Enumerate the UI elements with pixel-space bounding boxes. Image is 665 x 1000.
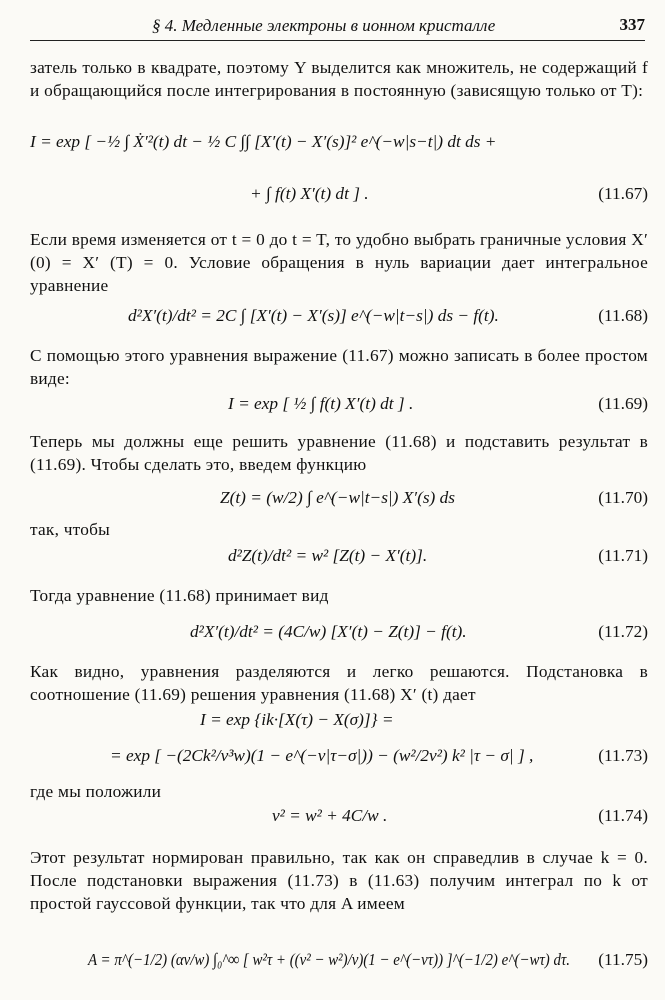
equation-11-73-line-1: [200, 710, 394, 730]
paragraph-2: Если время изменяется от t = 0 до t = T, то удобно выбрать граничные условия X′ (0) = X′ (T) = 0. Условие обращения в нуль вариации дает интегральное уравнение: [30, 230, 648, 295]
equation-11-68: [128, 306, 499, 326]
equation-text: d²X′(t)/dt² = (4C/w) [X′(t) − Z(t)] − f(t).: [190, 622, 467, 641]
equation-11-74: [272, 806, 387, 826]
equation-number-11-75: (11.75): [598, 950, 648, 969]
chapter-title: § 4. Медленные электроны в ионном кристалле: [152, 16, 496, 35]
equation-11-67-line-1: [30, 132, 496, 152]
paragraph-3: С помощью этого уравнения выражение (11.67) можно записать в более простом виде:: [30, 346, 648, 388]
equation-number-11-70: (11.70): [598, 488, 648, 507]
equation-text: A = π^(−1/2) (αv/w) ∫₀^∞ [ w²τ + ((v² − w²)/v)(1 − e^(−vτ)) ]^(−1/2) e^(−wτ) dτ.: [88, 950, 570, 969]
equation-text: + ∫ f(t) X′(t) dt ] .: [250, 184, 369, 203]
equation-11-69: [228, 394, 413, 414]
equation-text: d²Z(t)/dt² = w² [Z(t) − X′(t)].: [228, 546, 428, 565]
equation-number-11-71: (11.71): [598, 546, 648, 565]
paragraph-8: где мы положили: [30, 782, 162, 801]
paragraph-5: так, чтобы: [30, 520, 111, 539]
equation-text: d²X′(t)/dt² = 2C ∫ [X′(t) − X′(s)] e^(−w|t−s|) ds − f(t).: [128, 306, 499, 325]
equation-11-70: [220, 488, 455, 508]
equation-11-72: [190, 622, 467, 642]
running-header: [30, 14, 645, 41]
equation-11-71: [228, 546, 427, 566]
equation-text: I = exp [ ½ ∫ f(t) X′(t) dt ] .: [228, 394, 414, 413]
equation-text: v² = w² + 4C/w .: [272, 806, 388, 825]
equation-number-11-73: (11.73): [598, 746, 648, 765]
paragraph-1: затель только в квадрате, поэтому Y выделится как множитель, не содержащий f и обращающийся после интегрирования в постоянную (зависящую только от T):: [30, 58, 648, 100]
equation-11-67-line-2: [250, 184, 369, 204]
page-number: 337: [619, 15, 645, 34]
equation-text: I = exp {ik·[X(τ) − X(σ)]} =: [200, 710, 394, 729]
equation-text: I = exp [ −½ ∫ Ẋ′²(t) dt − ½ C ∫∫ [X′(t) − X′(s)]² e^(−w|s−t|) dt ds +: [30, 132, 497, 151]
equation-text: = exp [ −(2Ck²/v³w)(1 − e^(−v|τ−σ|)) − (w²/2v²) k² |τ − σ| ] ,: [110, 746, 534, 765]
equation-11-73-line-2: [110, 746, 533, 766]
equation-number-11-69: (11.69): [598, 394, 648, 413]
paragraph-9: Этот результат нормирован правильно, так как он справедлив в случае k = 0. После подстановки выражения (11.73) в (11.63) получим интеграл по k от простой гауссовой функции, так что для A имеем: [30, 848, 648, 913]
equation-number-11-74: (11.74): [598, 806, 648, 825]
equation-number-11-67: (11.67): [598, 184, 648, 203]
paragraph-7: Как видно, уравнения разделяются и легко решаются. Подстановка в соотношение (11.69) решения уравнения (11.68) X′ (t) дает: [30, 662, 648, 704]
paragraph-4: Теперь мы должны еще решить уравнение (11.68) и подставить результат в (11.69). Чтобы сделать это, введем функцию: [30, 432, 648, 474]
equation-number-11-72: (11.72): [598, 622, 648, 641]
equation-number-11-68: (11.68): [598, 306, 648, 325]
equation-11-75: [88, 950, 570, 970]
paragraph-6: Тогда уравнение (11.68) принимает вид: [30, 586, 329, 605]
equation-text: Z(t) = (w/2) ∫ e^(−w|t−s|) X′(s) ds: [220, 488, 456, 507]
